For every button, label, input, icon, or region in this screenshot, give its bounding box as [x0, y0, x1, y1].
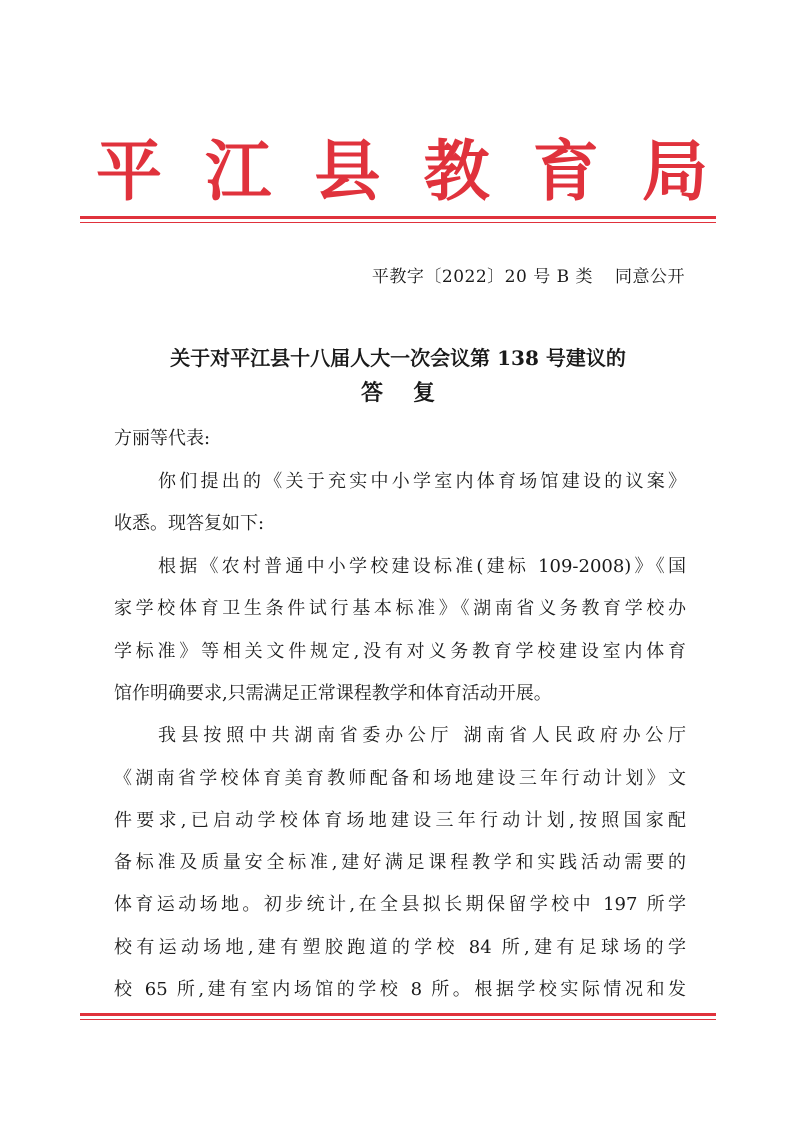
letterhead-char: 教 — [423, 132, 490, 210]
footer-divider-thin — [80, 1019, 716, 1020]
header-divider-thick — [80, 216, 716, 219]
body-line: 家学校体育卫生条件试行基本标准》《湖南省义务教育学校办 — [114, 598, 686, 619]
body-line: 校 65 所,建有室内场馆的学校 8 所。根据学校实际情况和发 — [114, 979, 686, 1000]
body-line: 体育运动场地。初步统计,在全县拟长期保留学校中 197 所学 — [114, 894, 686, 915]
subject-title-reply: 答复 — [360, 380, 465, 406]
letterhead-char: 县 — [314, 132, 381, 210]
body-line: 《湖南省学校体育美育教师配备和场地建设三年行动计划》文 — [114, 768, 686, 789]
body-line: 备标准及质量安全标准,建好满足课程教学和实践活动需要的 — [114, 852, 686, 873]
body-line: 我县按照中共湖南省委办公厅 湖南省人民政府办公厅 — [158, 725, 686, 746]
addressee: 方丽等代表: — [114, 428, 211, 449]
document-number: 平教字〔2022〕20 号 B 类 — [371, 267, 593, 287]
body-line: 你们提出的《关于充实中小学室内体育场馆建设的议案》 — [158, 471, 686, 492]
subject-title: 关于对平江县十八届人大一次会议第 138 号建议的 — [170, 346, 626, 370]
body-line: 收悉。现答复如下: — [114, 513, 265, 534]
footer-divider-thick — [80, 1013, 716, 1016]
letterhead-char: 局 — [641, 132, 708, 210]
disclosure-classification: 同意公开 — [615, 267, 685, 287]
letterhead-char: 育 — [532, 132, 599, 210]
body-line: 校有运动场地,建有塑胶跑道的学校 84 所,建有足球场的学 — [114, 937, 686, 958]
body-line: 馆作明确要求,只需满足正常课程教学和体育活动开展。 — [114, 683, 552, 704]
document-number-line — [372, 262, 685, 287]
letterhead-char: 平 — [96, 132, 162, 210]
body-line: 件要求,已启动学校体育场地建设三年行动计划,按照国家配 — [114, 810, 686, 831]
letterhead-title — [96, 128, 708, 214]
letterhead-char: 江 — [205, 132, 272, 210]
body-line: 根据《农村普通中小学校建设标准(建标 109-2008)》《国 — [158, 556, 686, 577]
body-line: 学标准》等相关文件规定,没有对义务教育学校建设室内体育 — [114, 641, 686, 662]
header-divider-thin — [80, 222, 716, 223]
